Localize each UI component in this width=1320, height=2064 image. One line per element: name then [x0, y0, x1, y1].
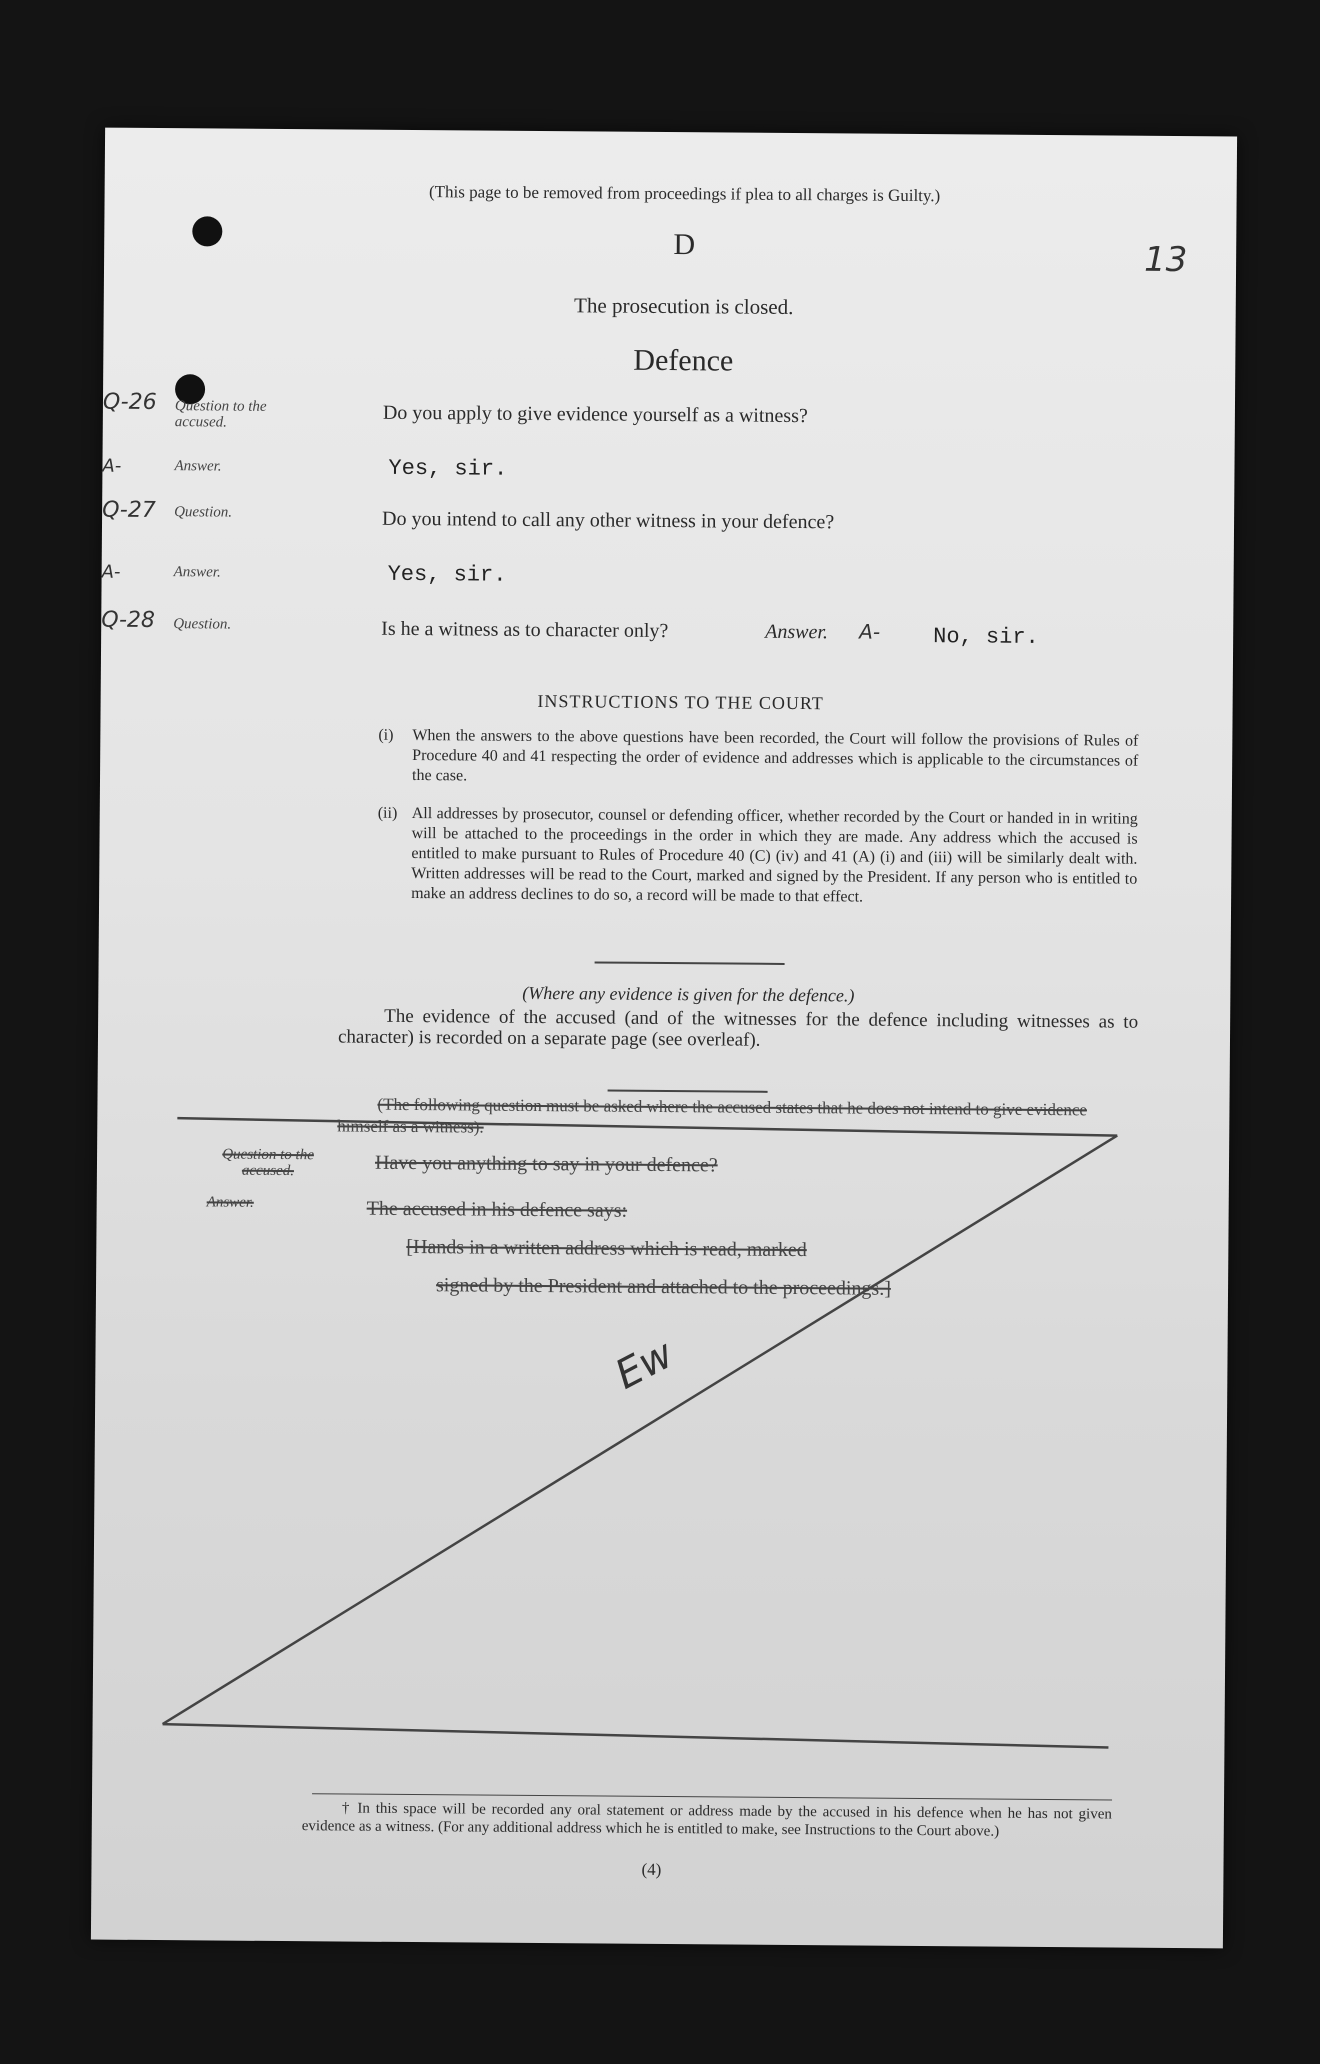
- instruction-num: (ii): [377, 804, 398, 822]
- instruction-num: (i): [378, 726, 394, 744]
- typed-answer: Yes, sir.: [388, 455, 508, 482]
- question-text: Is he a witness as to character only?: [381, 617, 669, 643]
- question-label: Question to the accused.: [174, 398, 267, 431]
- answer-label: Answer.: [174, 458, 222, 475]
- struck-bracket-line: signed by the President and attached to the proceedings.]: [435, 1274, 891, 1300]
- struck-bracket-line: [Hands in a written address which is read, marked: [406, 1235, 807, 1262]
- hand-label-q28: Q-28: [101, 607, 156, 633]
- question-text: Do you intend to call any other witness in your defence?: [381, 507, 835, 534]
- handwritten-initials: Ew: [608, 1331, 681, 1399]
- hand-label-q26: Q-26: [102, 389, 157, 415]
- question-label: Question.: [173, 616, 232, 633]
- struck-intro: (The following question must be asked where the accused states that he does not intend to give evidence himself as a witness).: [337, 1094, 1088, 1137]
- evidence-caption: (Where any evidence is given for the defence.): [522, 982, 855, 1006]
- page-footer: (4): [641, 1859, 662, 1880]
- struck-answer-label: Answer.: [206, 1194, 254, 1211]
- instructions-title: INSTRUCTIONS TO THE COURT: [537, 690, 824, 714]
- answer-label: Answer.: [173, 564, 221, 581]
- defence-heading: Defence: [633, 343, 734, 378]
- question-label: Question.: [174, 504, 233, 521]
- header-note: (This page to be removed from proceedings if plea to all charges is Guilty.): [428, 182, 941, 206]
- typed-answer: No, sir.: [933, 624, 1039, 650]
- hand-label-answer: A-: [101, 561, 121, 583]
- handwritten-page-number: 13: [1143, 239, 1188, 281]
- inline-answer-label: Answer.: [765, 620, 829, 644]
- question-text: Do you apply to give evidence yourself as a witness?: [382, 401, 808, 428]
- prosecution-closed: The prosecution is closed.: [574, 293, 794, 319]
- struck-question-label: Question to the accused.: [222, 1146, 314, 1180]
- cancel-diagonal-lines: [91, 128, 1237, 1949]
- document-page: [91, 128, 1237, 1949]
- evidence-text: The evidence of the accused (and of the witnesses for the defence including witnesses as to character) is recorded on a separate page (see overleaf).: [337, 1005, 1139, 1051]
- hand-label-answer: A-: [102, 455, 122, 477]
- footnote: † In this space will be recorded any oral statement or address made by the accused in his defence when he has not given evidence as a witness. (For any additional address which he is entitled to make, see Instructions to the Court above.): [301, 1800, 1112, 1840]
- instruction-text: All addresses by prosecutor, counsel or defending officer, whether recorded by the Court or handed in in writing will be attached to the proceedings in the order in which they are made. Any address which the accused is entitled to make pursuant to Rules of Procedure 40 (C) (iv) and 41 (A) (i) and (iii) will be similarly dealt with. Written addresses will be read to the Court, marked and signed by the President. If any person who is entitled to make an address declines to do so, a record will be made to that effect.: [411, 805, 1138, 906]
- struck-answer: The accused in his defence says:: [366, 1197, 628, 1222]
- section-letter: D: [673, 228, 696, 262]
- inline-hand-answer: A-: [859, 619, 881, 644]
- typed-answer: Yes, sir.: [387, 561, 507, 588]
- hand-label-q27: Q-27: [102, 497, 156, 523]
- instruction-text: When the answers to the above questions have been recorded, the Court will follow the provisions of Rules of Procedure 40 and 41 respecting the order of evidence and addresses which is applicable to the circumstances of the case.: [411, 727, 1139, 785]
- struck-question: Have you anything to say in your defence?: [374, 1151, 718, 1177]
